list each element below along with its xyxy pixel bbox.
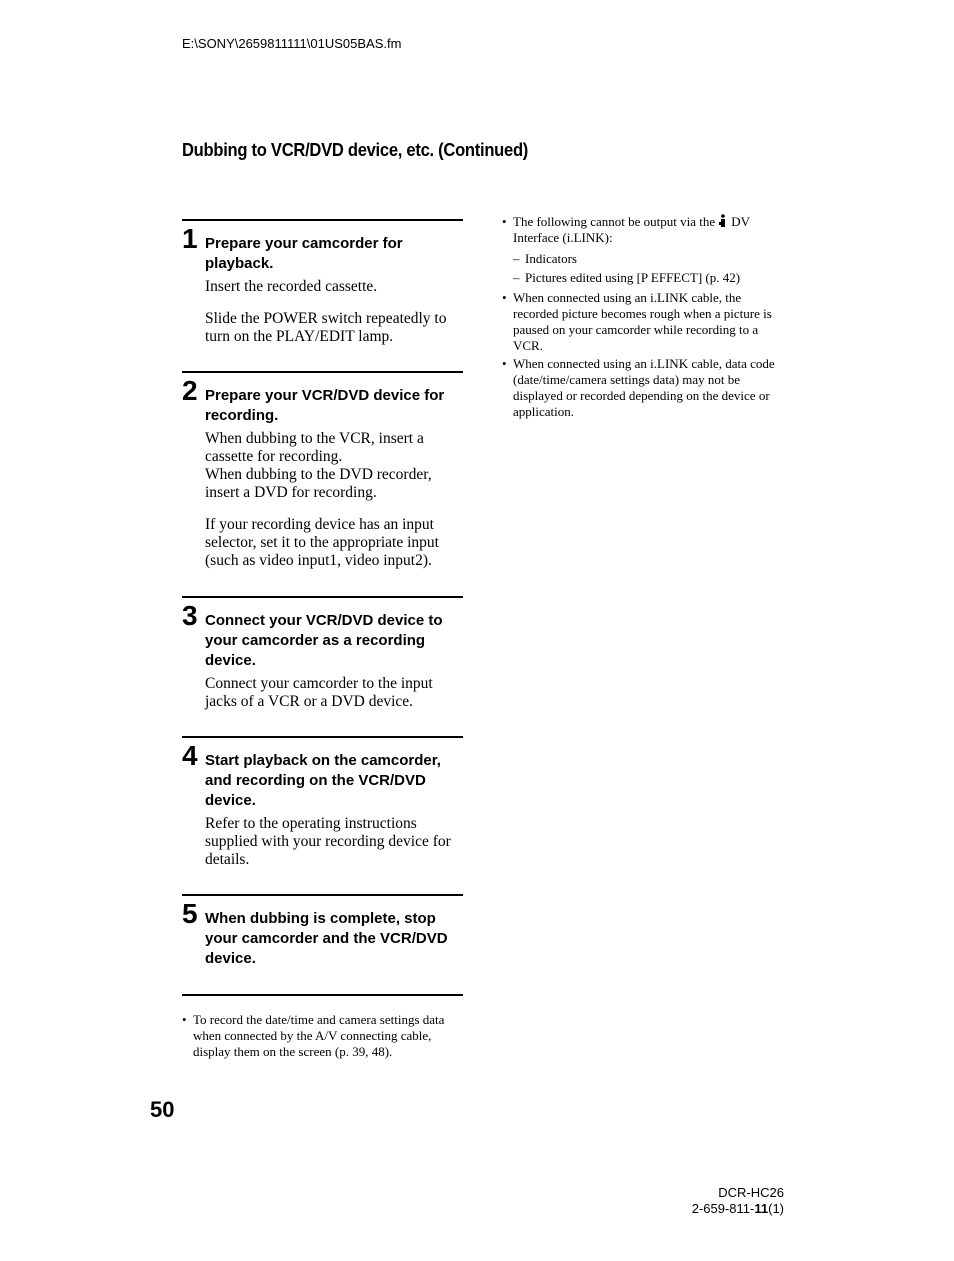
steps-end-rule bbox=[182, 994, 463, 996]
step-title: Connect your VCR/DVD device to your camcorder as a recording device. bbox=[205, 612, 443, 669]
step-title: Prepare your VCR/DVD device for recording. bbox=[205, 387, 445, 424]
note-item bbox=[502, 214, 784, 287]
step-number: 1 bbox=[182, 223, 198, 254]
section-title: Dubbing to VCR/DVD device, etc. (Continued) bbox=[182, 140, 529, 160]
code-suffix: (1) bbox=[768, 1201, 784, 1216]
footnote bbox=[182, 1012, 464, 1060]
note-subitem: – Pictures edited using [P EFFECT] (p. 42) bbox=[513, 268, 784, 287]
step-paragraph: Connect your camcorder to the input jacks of a VCR or a DVD device. bbox=[205, 675, 433, 710]
model-code bbox=[692, 1185, 784, 1217]
step-body bbox=[205, 675, 463, 711]
steps-column bbox=[182, 219, 463, 996]
step-title: Start playback on the camcorder, and recording on the VCR/DVD device. bbox=[205, 752, 441, 809]
model-name: DCR-HC26 bbox=[718, 1185, 784, 1200]
step-paragraph: If your recording device has an input selector, set it to the appropriate input (such as video input1, video input2). bbox=[205, 516, 439, 569]
document-code bbox=[692, 1201, 784, 1217]
code-bold: 11 bbox=[754, 1201, 769, 1216]
footnote-item: • To record the date/time and camera settings data when connected by the A/V connecting cable, display them on the screen (p. 39, 48). bbox=[182, 1012, 464, 1060]
step-paragraph: Insert the recorded cassette. bbox=[205, 278, 378, 295]
step-title: When dubbing is complete, stop your camcorder and the VCR/DVD device. bbox=[205, 910, 448, 967]
note-item: • When connected using an i.LINK cable, the recorded picture becomes rough when a picture is paused on your camcorder while recording to a VCR. bbox=[502, 290, 784, 354]
step-2 bbox=[182, 371, 463, 596]
step-paragraph: Slide the POWER switch repeatedly to turn on the PLAY/EDIT lamp. bbox=[205, 310, 447, 345]
step-body bbox=[205, 278, 463, 346]
step-number: 4 bbox=[182, 740, 198, 771]
step-number: 2 bbox=[182, 375, 198, 406]
page-number: 50 bbox=[150, 1097, 175, 1122]
code-prefix: 2-659-811- bbox=[691, 1201, 755, 1216]
step-paragraph: When dubbing to the VCR, insert a cassette for recording. When dubbing to the DVD recorder, insert a DVD for recording. bbox=[205, 430, 432, 501]
file-path: E:\SONY\2659811111\01US05BAS.fm bbox=[182, 36, 402, 51]
step-4 bbox=[182, 736, 463, 894]
notes-column bbox=[502, 214, 784, 422]
step-3 bbox=[182, 596, 463, 736]
step-paragraph: Refer to the operating instructions supplied with your recording device for details. bbox=[205, 815, 451, 868]
step-5 bbox=[182, 894, 463, 994]
step-number: 5 bbox=[182, 898, 198, 929]
dv-ilink-icon bbox=[718, 214, 728, 228]
step-1 bbox=[182, 219, 463, 371]
note-text: DV Interface (i.LINK): bbox=[513, 214, 750, 245]
note-text: The following cannot be output via the bbox=[513, 214, 716, 229]
note-item: • When connected using an i.LINK cable, data code (date/time/camera settings data) may not be displayed or recorded depending on the device or application. bbox=[502, 356, 784, 420]
step-title: Prepare your camcorder for playback. bbox=[205, 235, 403, 272]
step-body bbox=[205, 815, 463, 869]
step-number: 3 bbox=[182, 600, 198, 631]
step-body bbox=[205, 430, 463, 570]
note-subitem: – Indicators bbox=[513, 249, 784, 268]
